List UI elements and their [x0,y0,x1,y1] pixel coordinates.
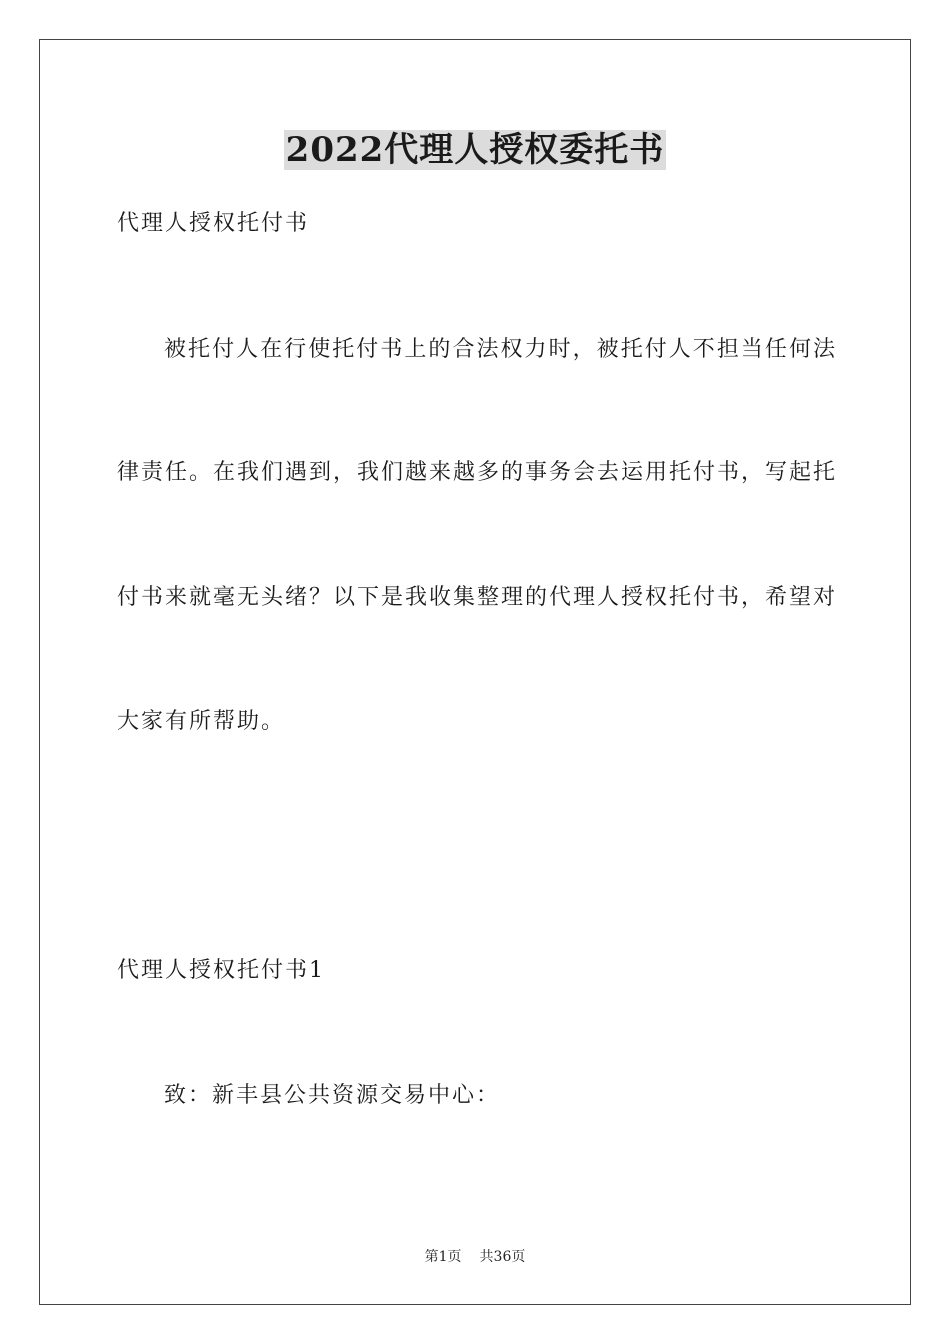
page-number: 第1页 [424,1249,462,1265]
intro-paragraph-line-1: 被托付人在行使托付书上的合法权力时，被托付人不担当任何法 [164,337,837,362]
page-total: 共36页 [479,1249,526,1265]
addressee-line: 致：新丰县公共资源交易中心： [164,1083,501,1108]
intro-paragraph-line-4: 大家有所帮助。 [117,709,286,734]
page-footer [0,1247,950,1267]
document-title-text: 2022代理人授权委托书 [285,130,665,170]
intro-paragraph-line-2: 律责任。在我们遇到，我们越来越多的事务会去运用托付书，写起托 [117,460,837,485]
section-heading: 代理人授权托付书1 [117,958,325,983]
document-title [0,128,950,172]
document-subtitle: 代理人授权托付书 [117,211,310,236]
intro-paragraph-line-3: 付书来就毫无头绪？以下是我收集整理的代理人授权托付书，希望对 [117,585,837,610]
